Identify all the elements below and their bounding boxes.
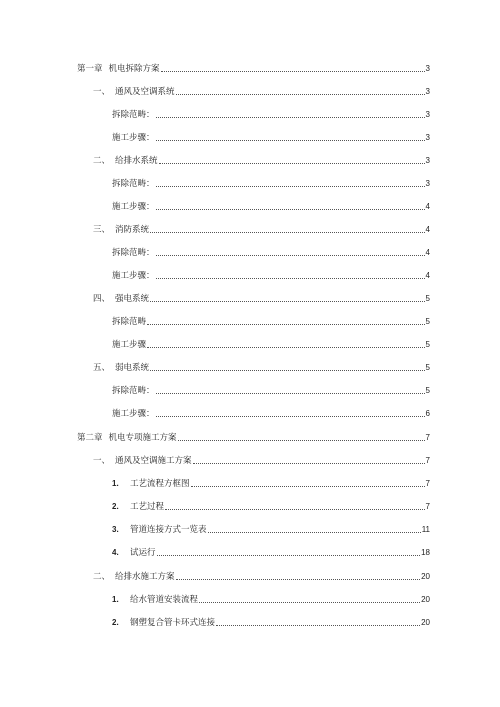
toc-entry-page: 20 (421, 618, 430, 627)
toc-entry-page: 7 (425, 456, 430, 465)
toc-entry-page: 5 (425, 317, 430, 326)
toc-entry-number: 一、 (93, 456, 111, 466)
toc-entry-page: 3 (425, 179, 430, 188)
toc-entry[interactable] (0, 106, 500, 120)
toc-entry-page: 11 (421, 525, 430, 534)
toc-entry-title: 拆除范畴： (112, 386, 155, 396)
toc-entry-page: 20 (421, 572, 430, 581)
toc-entry-page: 4 (425, 248, 430, 257)
toc-entry-title: 施工步骤： (112, 409, 155, 419)
dot-leader (165, 508, 425, 510)
toc-entry-title: 拆除范畴： (112, 248, 155, 258)
toc-entry[interactable] (0, 83, 500, 97)
dot-leader (150, 231, 425, 233)
dot-leader (193, 462, 425, 464)
dot-leader (157, 554, 421, 556)
dot-leader (176, 578, 421, 580)
dot-leader (208, 531, 421, 533)
toc-entry-number: 一、 (93, 87, 111, 97)
toc-entry-title: 工艺流程方框图 (130, 479, 190, 489)
toc-entry[interactable] (0, 614, 500, 628)
toc-entry[interactable] (0, 152, 500, 166)
toc-entry-title: 弱电系统 (115, 363, 150, 373)
toc-entry-title: 强电系统 (115, 294, 150, 304)
toc-entry[interactable] (0, 521, 500, 535)
dot-leader (156, 208, 425, 210)
toc-entry[interactable] (0, 498, 500, 512)
dot-leader (176, 93, 425, 95)
toc-entry-title: 通风及空调系统 (115, 87, 175, 97)
toc-entry[interactable] (0, 568, 500, 582)
toc-entry-title: 拆除范畴： (112, 179, 155, 189)
toc-entry[interactable] (0, 405, 500, 419)
dot-leader (150, 300, 425, 302)
toc-entry[interactable] (0, 429, 500, 443)
toc-entry-page: 5 (425, 363, 430, 372)
toc-entry-title: 消防系统 (115, 225, 150, 235)
toc-entry-number: 三、 (93, 225, 111, 235)
toc-entry-page: 3 (425, 156, 430, 165)
toc-entry[interactable] (0, 544, 500, 558)
toc-entry-page: 6 (425, 409, 430, 418)
toc-entry-number: 2. (112, 618, 119, 627)
toc-entry-page: 7 (425, 433, 430, 442)
toc-entry[interactable] (0, 475, 500, 489)
toc-entry-number: 1. (112, 479, 119, 488)
toc-entry-page: 3 (425, 110, 430, 119)
toc-entry-title: 施工步骤： (112, 271, 155, 281)
toc-entry-page: 7 (425, 479, 430, 488)
dot-leader (156, 139, 425, 141)
toc-entry-page: 5 (425, 294, 430, 303)
toc-entry-title: 给排水施工方案 (115, 572, 175, 582)
dot-leader (156, 254, 425, 256)
toc-entry[interactable] (0, 382, 500, 396)
toc-entry-page: 3 (425, 87, 430, 96)
toc-entry-page: 18 (421, 548, 430, 557)
toc-entry-number: 二、 (93, 572, 111, 582)
toc-entry-number: 第二章 (77, 433, 103, 443)
toc-entry-page: 3 (425, 64, 430, 73)
toc-entry-title: 通风及空调施工方案 (115, 456, 192, 466)
dot-leader (156, 116, 425, 118)
dot-leader (161, 70, 425, 72)
toc-entry-page: 4 (425, 225, 430, 234)
dot-leader (199, 601, 420, 603)
dot-leader (216, 624, 420, 626)
toc-entry-number: 二、 (93, 156, 111, 166)
dot-leader (156, 185, 425, 187)
dot-leader (178, 439, 425, 441)
toc-entry[interactable] (0, 290, 500, 304)
toc-entry-page: 7 (425, 502, 430, 511)
toc-entry[interactable] (0, 244, 500, 258)
toc-entry[interactable] (0, 221, 500, 235)
dot-leader (156, 415, 425, 417)
toc-entry[interactable] (0, 452, 500, 466)
toc-entry[interactable] (0, 267, 500, 281)
toc-entry-page: 5 (425, 386, 430, 395)
toc-entry-page: 4 (425, 202, 430, 211)
toc-entry-number: 4. (112, 548, 119, 557)
toc-entry[interactable] (0, 336, 500, 350)
toc-entry-title: 拆除范畴： (112, 110, 155, 120)
dot-leader (150, 369, 425, 371)
toc-entry-title: 管道连接方式一览表 (130, 525, 207, 535)
dot-leader (147, 346, 425, 348)
toc-entry-title: 给排水系统 (115, 156, 158, 166)
dot-leader (191, 485, 425, 487)
toc-entry-title: 施工步骤： (112, 202, 155, 212)
toc-entry-page: 5 (425, 340, 430, 349)
toc-entry[interactable] (0, 129, 500, 143)
toc-entry[interactable] (0, 591, 500, 605)
toc-entry-title: 施工步骤 (112, 340, 147, 350)
toc-entry-title: 工艺过程 (130, 502, 165, 512)
toc-entry-title: 机电拆除方案 (108, 64, 160, 74)
toc-entry-title: 机电专项施工方案 (108, 433, 177, 443)
toc-entry-title: 试运行 (130, 548, 156, 558)
toc-entry-number: 1. (112, 595, 119, 604)
toc-entry-page: 20 (421, 595, 430, 604)
dot-leader (156, 392, 425, 394)
toc-entry[interactable] (0, 313, 500, 327)
toc-entry-title: 拆除范畴 (112, 317, 147, 327)
toc-entry[interactable] (0, 198, 500, 212)
toc-entry[interactable] (0, 175, 500, 189)
toc-entry-title: 钢塑复合管卡环式连接 (130, 618, 216, 628)
toc-entry-page: 4 (425, 271, 430, 280)
dot-leader (147, 323, 425, 325)
toc-entry[interactable] (0, 359, 500, 373)
toc-entry-number: 2. (112, 502, 119, 511)
toc-entry-title: 施工步骤： (112, 133, 155, 143)
dot-leader (156, 277, 425, 279)
toc-entry-number: 3. (112, 525, 119, 534)
toc-entry-title: 给水管道安装流程 (130, 595, 199, 605)
toc-entry-number: 四、 (93, 294, 111, 304)
toc-entry-number: 第一章 (77, 64, 103, 74)
toc-entry[interactable] (0, 60, 500, 74)
toc-entry-number: 五、 (93, 363, 111, 373)
toc-entry-page: 3 (425, 133, 430, 142)
dot-leader (159, 162, 425, 164)
